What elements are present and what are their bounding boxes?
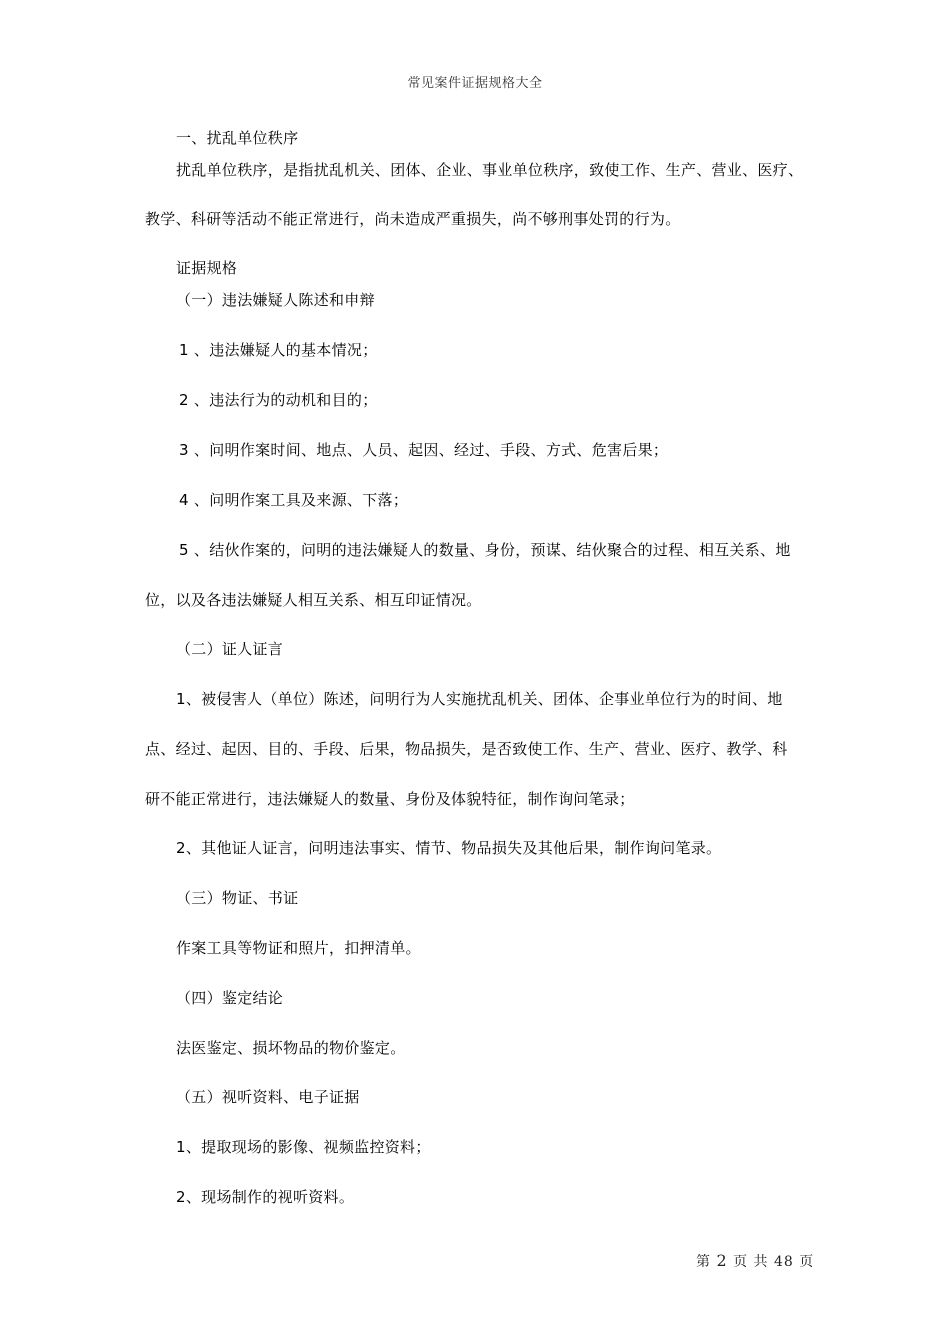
subsection-heading: （一）违法嫌疑人陈述和申辩 bbox=[176, 291, 375, 309]
subsection-heading: （三）物证、书证 bbox=[176, 889, 299, 907]
paragraph-line: 教学、科研等活动不能正常进行，尚未造成严重损失，尚不够刑事处罚的行为。 bbox=[145, 210, 681, 228]
list-item: 3 、问明作案时间、地点、人员、起因、经过、手段、方式、危害后果； bbox=[179, 441, 669, 459]
footer-suffix: 页 bbox=[799, 1254, 815, 1270]
list-item: 1 、违法嫌疑人的基本情况； bbox=[179, 341, 378, 359]
paragraph-line: 作案工具等物证和照片，扣押清单。 bbox=[176, 939, 421, 957]
subsection-heading: （二）证人证言 bbox=[176, 640, 284, 658]
list-item: 1、被侵害人（单位）陈述，问明行为人实施扰乱机关、团体、企事业单位行为的时间、地 bbox=[176, 690, 783, 708]
footer-middle: 页 共 bbox=[733, 1254, 769, 1270]
page-header-title: 常见案件证据规格大全 bbox=[407, 76, 543, 91]
list-item: 2、其他证人证言，问明违法事实、情节、物品损失及其他后果，制作询问笔录。 bbox=[176, 839, 722, 857]
list-item-continuation: 点、经过、起因、目的、手段、后果，物品损失，是否致使工作、生产、营业、医疗、教学、科 bbox=[145, 740, 788, 758]
list-item: 2、现场制作的视听资料。 bbox=[176, 1188, 355, 1206]
current-page-number: 2 bbox=[716, 1251, 728, 1270]
subsection-heading: （五）视听资料、电子证据 bbox=[176, 1088, 360, 1106]
list-item-continuation: 研不能正常进行，违法嫌疑人的数量、身份及体貌特征，制作询问笔录； bbox=[145, 790, 635, 808]
list-item: 5 、结伙作案的，问明的违法嫌疑人的数量、身份，预谋、结伙聚合的过程、相互关系、地 bbox=[179, 541, 791, 559]
section-heading: 一、扰乱单位秩序 bbox=[176, 129, 299, 147]
evidence-heading: 证据规格 bbox=[176, 259, 238, 277]
paragraph-line: 扰乱单位秩序，是指扰乱机关、团体、企业、事业单位秩序，致使工作、生产、营业、医疗、 bbox=[176, 161, 804, 179]
subsection-heading: （四）鉴定结论 bbox=[176, 989, 284, 1007]
paragraph-line: 法医鉴定、损坏物品的物价鉴定。 bbox=[176, 1039, 406, 1057]
list-item-continuation: 位，以及各违法嫌疑人相互关系、相互印证情况。 bbox=[145, 591, 482, 609]
page-footer bbox=[696, 1251, 814, 1271]
list-item: 2 、违法行为的动机和目的； bbox=[179, 391, 378, 409]
list-item: 1、提取现场的影像、视频监控资料； bbox=[176, 1138, 431, 1156]
list-item: 4 、问明作案工具及来源、下落； bbox=[179, 491, 409, 509]
total-pages-number: 48 bbox=[774, 1254, 794, 1270]
footer-prefix: 第 bbox=[696, 1254, 711, 1270]
